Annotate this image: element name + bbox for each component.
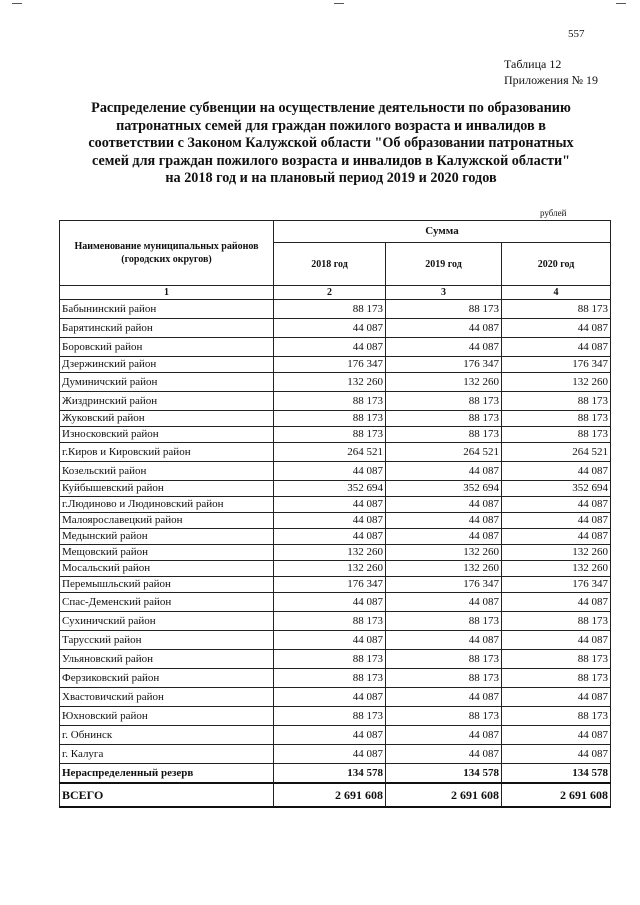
value-2019: 88 173 (386, 411, 502, 427)
value-2020: 44 087 (502, 631, 611, 650)
value-2019: 132 260 (386, 561, 502, 577)
value-2020: 44 087 (502, 338, 611, 357)
value-2020: 88 173 (502, 427, 611, 443)
value-2019: 88 173 (386, 650, 502, 669)
value-2019: 44 087 (386, 497, 502, 513)
value-2019: 44 087 (386, 688, 502, 707)
total-row (60, 783, 611, 807)
column-number: 4 (502, 286, 611, 300)
district-name: Жиздринский район (60, 392, 274, 411)
value-2019: 88 173 (386, 300, 502, 319)
column-number: 1 (60, 286, 274, 300)
value-2018: 132 260 (274, 561, 386, 577)
value-2020: 88 173 (502, 707, 611, 726)
reserve-row (60, 764, 611, 784)
value-2018: 264 521 (274, 443, 386, 462)
district-name: г.Киров и Кировский район (60, 443, 274, 462)
table-row (60, 529, 611, 545)
value-2019: 352 694 (386, 481, 502, 497)
value-2019: 44 087 (386, 338, 502, 357)
value-2019: 88 173 (386, 392, 502, 411)
value-2018: 44 087 (274, 726, 386, 745)
column-number: 2 (274, 286, 386, 300)
reserve-name: Нераспределенный резерв (60, 764, 274, 784)
total-2018: 2 691 608 (274, 783, 386, 807)
district-name: Жуковский район (60, 411, 274, 427)
value-2020: 44 087 (502, 513, 611, 529)
value-2018: 132 260 (274, 373, 386, 392)
value-2019: 88 173 (386, 669, 502, 688)
reserve-2018: 134 578 (274, 764, 386, 784)
value-2020: 132 260 (502, 373, 611, 392)
value-2018: 88 173 (274, 612, 386, 631)
value-2018: 176 347 (274, 357, 386, 373)
unit-label: рублей (540, 208, 567, 218)
district-name: Козельский район (60, 462, 274, 481)
table-row (60, 513, 611, 529)
value-2019: 88 173 (386, 427, 502, 443)
value-2019: 44 087 (386, 529, 502, 545)
value-2020: 44 087 (502, 745, 611, 764)
value-2018: 88 173 (274, 427, 386, 443)
district-name: Ферзиковский район (60, 669, 274, 688)
sum-header: Сумма (274, 221, 611, 243)
value-2019: 88 173 (386, 612, 502, 631)
scan-marks (0, 3, 640, 11)
table-row (60, 319, 611, 338)
value-2019: 44 087 (386, 513, 502, 529)
table-row (60, 561, 611, 577)
value-2020: 88 173 (502, 300, 611, 319)
table-row (60, 612, 611, 631)
value-2020: 88 173 (502, 392, 611, 411)
value-2020: 352 694 (502, 481, 611, 497)
value-2018: 88 173 (274, 300, 386, 319)
value-2018: 44 087 (274, 593, 386, 612)
district-name: Ульяновский район (60, 650, 274, 669)
value-2019: 132 260 (386, 373, 502, 392)
table-row (60, 497, 611, 513)
district-name: Сухиничский район (60, 612, 274, 631)
title-line: патронатных семей для граждан пожилого возраста и инвалидов в (116, 117, 546, 134)
district-name: Барятинский район (60, 319, 274, 338)
subvention-table (59, 220, 611, 808)
value-2020: 132 260 (502, 545, 611, 561)
value-2018: 88 173 (274, 669, 386, 688)
value-2018: 88 173 (274, 392, 386, 411)
value-2018: 44 087 (274, 338, 386, 357)
value-2020: 88 173 (502, 669, 611, 688)
value-2020: 44 087 (502, 688, 611, 707)
value-2019: 264 521 (386, 443, 502, 462)
district-name: г.Людиново и Людиновский район (60, 497, 274, 513)
value-2019: 44 087 (386, 745, 502, 764)
year-header-2020: 2020 год (502, 243, 611, 286)
value-2020: 176 347 (502, 357, 611, 373)
value-2018: 176 347 (274, 577, 386, 593)
reserve-2019: 134 578 (386, 764, 502, 784)
table-row (60, 462, 611, 481)
table-row (60, 338, 611, 357)
district-name: Дзержинский район (60, 357, 274, 373)
appendix-label: Приложения № 19 (504, 73, 599, 87)
title-line: соответствии с Законом Калужской области "Об образовании патронатных (88, 135, 574, 152)
table-body (60, 300, 611, 764)
district-name: Малоярославецкий район (60, 513, 274, 529)
value-2018: 352 694 (274, 481, 386, 497)
value-2020: 176 347 (502, 577, 611, 593)
table-row (60, 577, 611, 593)
table-row (60, 545, 611, 561)
title-line: Распределение субвенции на осуществление деятельности по образованию (91, 100, 571, 116)
table-row (60, 481, 611, 497)
table-row (60, 373, 611, 392)
table-label: Таблица 12 (504, 57, 562, 71)
value-2018: 44 087 (274, 319, 386, 338)
value-2020: 88 173 (502, 650, 611, 669)
page-number: 557 (568, 28, 585, 40)
table-row (60, 392, 611, 411)
value-2018: 44 087 (274, 688, 386, 707)
value-2019: 176 347 (386, 577, 502, 593)
table-row (60, 726, 611, 745)
reserve-2020: 134 578 (502, 764, 611, 784)
table-row (60, 593, 611, 612)
value-2018: 44 087 (274, 513, 386, 529)
value-2018: 88 173 (274, 650, 386, 669)
column-number: 3 (386, 286, 502, 300)
value-2020: 88 173 (502, 612, 611, 631)
name-column-header: Наименование муниципальных районов (городских округов) (60, 221, 274, 286)
table-row (60, 631, 611, 650)
value-2018: 44 087 (274, 529, 386, 545)
district-name: Куйбышевский район (60, 481, 274, 497)
value-2019: 44 087 (386, 462, 502, 481)
district-name: Перемышльский район (60, 577, 274, 593)
district-name: Спас-Деменский район (60, 593, 274, 612)
district-name: Мосальский район (60, 561, 274, 577)
value-2020: 132 260 (502, 561, 611, 577)
table-row (60, 650, 611, 669)
district-name: Тарусский район (60, 631, 274, 650)
value-2019: 44 087 (386, 593, 502, 612)
value-2018: 88 173 (274, 411, 386, 427)
table-row (60, 300, 611, 319)
district-name: Хвастовичский район (60, 688, 274, 707)
district-name: г. Калуга (60, 745, 274, 764)
table-row (60, 688, 611, 707)
district-name: Медынский район (60, 529, 274, 545)
year-header-2018: 2018 год (274, 243, 386, 286)
value-2018: 44 087 (274, 497, 386, 513)
value-2020: 44 087 (502, 462, 611, 481)
value-2019: 176 347 (386, 357, 502, 373)
district-name: Бабынинский район (60, 300, 274, 319)
column-number-row (60, 286, 611, 300)
district-name: Мещовский район (60, 545, 274, 561)
value-2020: 44 087 (502, 726, 611, 745)
value-2018: 88 173 (274, 707, 386, 726)
value-2020: 44 087 (502, 529, 611, 545)
district-name: г. Обнинск (60, 726, 274, 745)
title-line: семей для граждан пожилого возраста и инвалидов в Калужской области" (91, 152, 571, 169)
table-row (60, 357, 611, 373)
document-title (55, 100, 607, 188)
value-2020: 44 087 (502, 497, 611, 513)
table-row (60, 669, 611, 688)
table-row (60, 427, 611, 443)
value-2018: 132 260 (274, 545, 386, 561)
district-name: Юхновский район (60, 707, 274, 726)
district-name: Думиничский район (60, 373, 274, 392)
value-2019: 88 173 (386, 707, 502, 726)
value-2019: 44 087 (386, 631, 502, 650)
table-row (60, 707, 611, 726)
district-name: Боровский район (60, 338, 274, 357)
value-2018: 44 087 (274, 631, 386, 650)
total-2019: 2 691 608 (386, 783, 502, 807)
table-row (60, 745, 611, 764)
value-2019: 44 087 (386, 319, 502, 338)
total-2020: 2 691 608 (502, 783, 611, 807)
value-2019: 44 087 (386, 726, 502, 745)
year-header-2019: 2019 год (386, 243, 502, 286)
value-2020: 88 173 (502, 411, 611, 427)
total-name: ВСЕГО (60, 783, 274, 807)
value-2018: 44 087 (274, 745, 386, 764)
value-2019: 132 260 (386, 545, 502, 561)
table-reference (504, 56, 598, 88)
title-line: на 2018 год и на плановый период 2019 и 2020 годов (165, 170, 497, 187)
value-2020: 44 087 (502, 593, 611, 612)
value-2020: 44 087 (502, 319, 611, 338)
value-2020: 264 521 (502, 443, 611, 462)
table-row (60, 411, 611, 427)
table-row (60, 443, 611, 462)
district-name: Износковский район (60, 427, 274, 443)
value-2018: 44 087 (274, 462, 386, 481)
